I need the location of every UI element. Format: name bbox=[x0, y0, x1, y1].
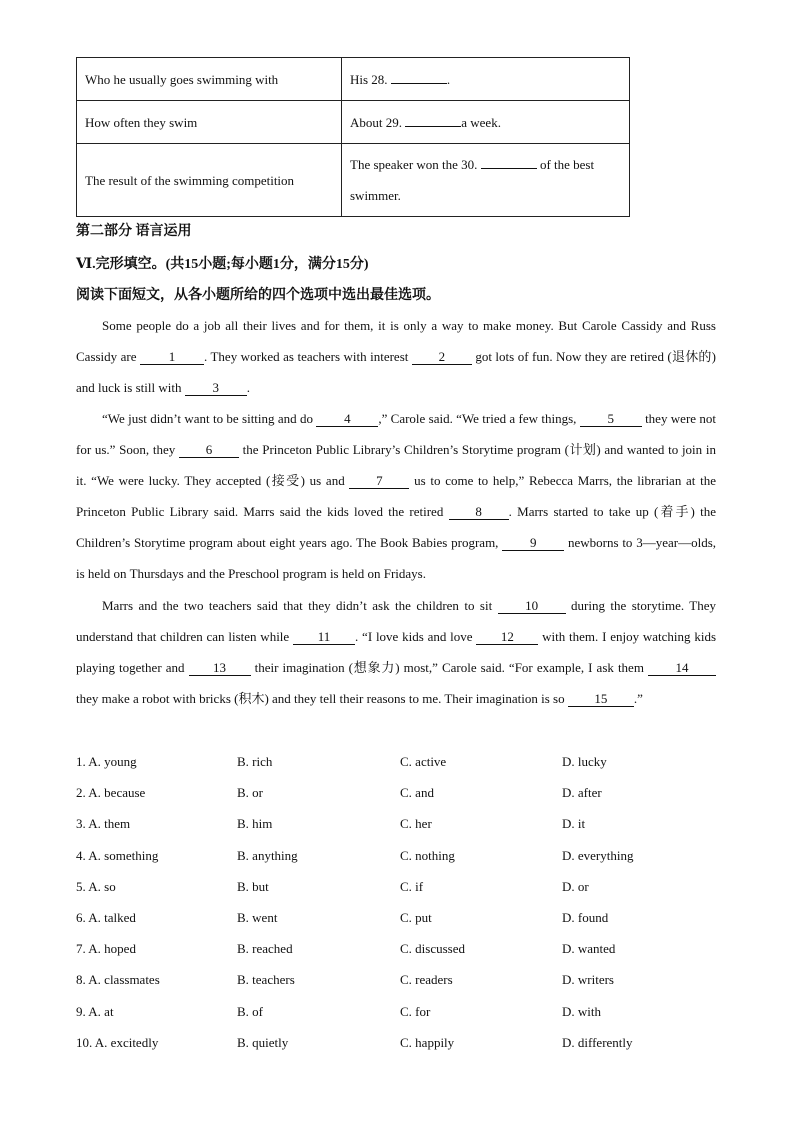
option-b[interactable]: B. but bbox=[237, 878, 269, 894]
cloze-blank-4[interactable]: 4 bbox=[316, 412, 378, 427]
option-c[interactable]: C. if bbox=[400, 878, 424, 894]
option-c[interactable]: C. discussed bbox=[400, 941, 465, 957]
option-b[interactable]: B. quietly bbox=[237, 1034, 289, 1050]
option-d[interactable]: D. writers bbox=[562, 972, 614, 988]
passage-text: “We just didn’t want to be sitting and do bbox=[102, 411, 317, 426]
cloze-blank-6[interactable]: 6 bbox=[179, 443, 239, 458]
option-row bbox=[76, 746, 716, 777]
option-d[interactable]: D. lucky bbox=[562, 754, 607, 769]
option-row bbox=[76, 777, 716, 808]
option-row bbox=[76, 902, 716, 933]
option-row bbox=[76, 933, 716, 964]
passage-text: newborns to 3—year—olds, is held on Thursdays and the Preschool program is held on Fridays. bbox=[76, 535, 717, 581]
cloze-blank-3[interactable]: 3 bbox=[185, 381, 247, 396]
option-c[interactable]: C. readers bbox=[400, 972, 453, 988]
table-cell-label: How often they swim bbox=[77, 101, 342, 144]
option-b[interactable]: B. or bbox=[237, 785, 263, 801]
option-b[interactable]: B. rich bbox=[237, 754, 273, 769]
cloze-blank-13[interactable]: 13 bbox=[189, 661, 251, 676]
option-a[interactable]: 3. A. them bbox=[76, 816, 131, 832]
cloze-blank-1[interactable]: 1 bbox=[140, 350, 204, 365]
passage-paragraph-3 bbox=[76, 590, 716, 714]
option-row bbox=[76, 964, 716, 995]
answer-blank-29[interactable] bbox=[405, 112, 461, 127]
option-b[interactable]: B. reached bbox=[237, 941, 293, 957]
option-b[interactable]: B. went bbox=[237, 909, 278, 925]
option-b[interactable]: B. of bbox=[237, 1003, 263, 1019]
passage-text: their imagination (想象力) most,” Carole said. “For example, I ask them bbox=[250, 660, 648, 675]
option-d[interactable]: D. or bbox=[562, 878, 589, 894]
instruction: 阅读下面短文，从各小题所给的四个选项中选出最佳选项。 bbox=[76, 288, 440, 303]
passage-paragraph-1 bbox=[76, 310, 716, 403]
answer-prefix: His 28. bbox=[350, 71, 388, 87]
answer-blank-28[interactable] bbox=[391, 69, 447, 84]
passage-text: got lots of fun. Now they are retired (退休的) and luck is still with bbox=[76, 349, 716, 395]
options-list bbox=[76, 746, 716, 1058]
cloze-blank-7[interactable]: 7 bbox=[349, 474, 409, 489]
passage-text: during the storytime. They understand that children can listen while bbox=[76, 598, 716, 644]
cloze-blank-8[interactable]: 8 bbox=[449, 505, 509, 520]
option-a[interactable]: 6. A. talked bbox=[76, 909, 136, 925]
option-d[interactable]: D. after bbox=[562, 785, 602, 801]
option-row bbox=[76, 996, 716, 1027]
passage-text: Marrs and the two teachers said that they didn’t ask the children to sit bbox=[102, 598, 498, 613]
option-a[interactable]: 4. A. something bbox=[76, 847, 159, 863]
option-c[interactable]: C. and bbox=[400, 785, 434, 801]
option-row bbox=[76, 840, 716, 871]
passage-paragraph-2 bbox=[76, 403, 716, 589]
part-title: 第二部分 语言运用 bbox=[76, 224, 192, 239]
option-a[interactable]: 5. A. so bbox=[76, 878, 116, 894]
option-d[interactable]: D. everything bbox=[562, 847, 634, 863]
option-row bbox=[76, 1027, 716, 1058]
answer-prefix: The speaker won the 30. bbox=[350, 157, 478, 172]
option-a[interactable]: 2. A. because bbox=[76, 785, 146, 801]
cloze-blank-2[interactable]: 2 bbox=[412, 350, 472, 365]
option-b[interactable]: B. him bbox=[237, 816, 273, 832]
option-a[interactable]: 10. A. excitedly bbox=[76, 1034, 159, 1050]
option-row bbox=[76, 871, 716, 902]
passage-text: .” bbox=[633, 691, 643, 706]
passage-text: . Marrs started to take up (着手) the Children’s Storytime program about eight years ago. The Book Babies program, bbox=[76, 504, 716, 550]
cloze-blank-15[interactable]: 15 bbox=[568, 692, 634, 707]
option-row bbox=[76, 808, 716, 839]
answer-suffix: a week. bbox=[461, 114, 501, 130]
option-b[interactable]: B. anything bbox=[237, 847, 298, 863]
passage-text: with them. I enjoy watching kids playing together and bbox=[76, 629, 717, 675]
cloze-blank-10[interactable]: 10 bbox=[498, 599, 566, 614]
option-c[interactable]: C. nothing bbox=[400, 847, 455, 863]
option-d[interactable]: D. found bbox=[562, 909, 609, 925]
passage-text: they make a robot with bricks (积木) and they tell their reasons to me. Their imagination is so bbox=[76, 691, 568, 706]
passage-text: they were not for us.” Soon, they bbox=[76, 411, 716, 457]
option-d[interactable]: D. differently bbox=[562, 1034, 633, 1050]
table-cell-answer bbox=[342, 58, 630, 101]
task-title: Ⅵ.完形填空。(共15小题;每小题1分，满分15分) bbox=[76, 257, 369, 272]
option-a[interactable]: 1. A. young bbox=[76, 754, 137, 769]
table-cell-label: Who he usually goes swimming with bbox=[77, 58, 342, 101]
answer-table bbox=[76, 57, 630, 217]
option-d[interactable]: D. with bbox=[562, 1003, 601, 1019]
option-c[interactable]: C. active bbox=[400, 754, 447, 769]
passage-text: . bbox=[246, 380, 250, 395]
option-a[interactable]: 7. A. hoped bbox=[76, 941, 136, 957]
passage-text: . They worked as teachers with interest bbox=[204, 349, 412, 364]
option-b[interactable]: B. teachers bbox=[237, 972, 295, 988]
answer-prefix: About 29. bbox=[350, 114, 402, 130]
table-row bbox=[77, 58, 630, 101]
table-row bbox=[77, 144, 630, 217]
passage-text: the Princeton Public Library’s Children’s Storytime program (计划) and wanted to join in it. “We were lucky. They accepted (接受) us and bbox=[76, 442, 716, 488]
passage-text: us to come to help,” Rebecca Marrs, the librarian at the Princeton Public Library said. Marrs said the kids loved the retired bbox=[76, 473, 716, 519]
passage-text: . “I love kids and love bbox=[355, 629, 477, 644]
answer-suffix-line2: swimmer. bbox=[350, 188, 401, 203]
passage-text: Some people do a job all their lives and for them, it is only a way to make money. But Carole Cassidy and Russ Cassidy are bbox=[76, 318, 716, 364]
answer-blank-30[interactable] bbox=[481, 154, 537, 169]
cloze-blank-11[interactable]: 11 bbox=[293, 630, 355, 645]
cloze-blank-14[interactable]: 14 bbox=[648, 661, 716, 676]
option-d[interactable]: D. wanted bbox=[562, 941, 616, 957]
option-c[interactable]: C. put bbox=[400, 909, 432, 925]
option-c[interactable]: C. her bbox=[400, 816, 432, 832]
option-d[interactable]: D. it bbox=[562, 816, 586, 832]
table-cell-answer bbox=[342, 144, 630, 217]
cloze-blank-12[interactable]: 12 bbox=[476, 630, 538, 645]
option-a[interactable]: 9. A. at bbox=[76, 1003, 114, 1019]
cloze-blank-5[interactable]: 5 bbox=[580, 412, 642, 427]
answer-suffix: of the best bbox=[539, 157, 595, 172]
option-a[interactable]: 8. A. classmates bbox=[76, 972, 160, 988]
option-c[interactable]: C. happily bbox=[400, 1034, 455, 1050]
table-row bbox=[77, 101, 630, 144]
cloze-blank-9[interactable]: 9 bbox=[502, 536, 564, 551]
table-cell-answer bbox=[342, 101, 630, 144]
table-cell-label: The result of the swimming competition bbox=[77, 144, 342, 217]
option-c[interactable]: C. for bbox=[400, 1003, 431, 1019]
answer-suffix: . bbox=[446, 71, 451, 87]
passage-text: ,” Carole said. “We tried a few things, bbox=[378, 411, 580, 426]
